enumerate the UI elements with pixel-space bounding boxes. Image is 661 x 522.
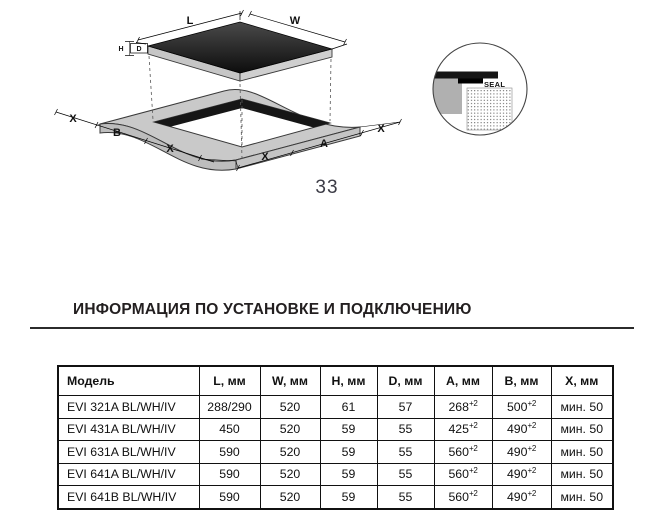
value-cell: 55 [377,486,434,509]
column-header-0: Модель [58,366,199,396]
value-cell: 59 [320,441,377,464]
value-cell: $500^{+2}$ [492,396,551,419]
value-cell: $490^{+2}$ [492,418,551,441]
value-cell: 520 [260,486,320,509]
dim-label-w: W [289,15,301,27]
column-header-6: B, мм [492,366,551,396]
dim-label-d: D [136,46,142,53]
value-cell: $560^{+2}$ [434,441,492,464]
dim-label-a: A [320,138,328,150]
tolerance-superscript: +2 [527,398,537,408]
installation-spec-table [57,365,614,510]
model-cell: EVI 641B BL/WH/IV [58,486,199,509]
value-cell: 520 [260,463,320,486]
value-cell: $490^{+2}$ [492,463,551,486]
dim-label-x-topleft: X [69,113,77,125]
value-cell: 55 [377,441,434,464]
countertop-cutout-surface [100,89,360,170]
value-cell: мин. 50 [551,463,613,486]
value-cell: мин. 50 [551,441,613,464]
model-cell: EVI 431A BL/WH/IV [58,418,199,441]
tolerance-superscript: +2 [527,443,537,453]
model-cell: EVI 321A BL/WH/IV [58,396,199,419]
table-head [58,366,613,396]
tolerance-superscript: +2 [469,443,478,453]
value-cell: 590 [199,486,260,509]
tolerance-superscript: +2 [527,466,537,476]
dim-label-b: B [113,127,121,139]
hob-glass-top [148,22,332,73]
value-cell: 57 [377,396,434,419]
tolerance-superscript: +2 [469,488,478,498]
value-cell: 55 [377,463,434,486]
value-cell: 59 [320,463,377,486]
value-cell: мин. 50 [551,418,613,441]
dim-label-h: H [118,46,124,53]
column-header-5: A, мм [434,366,492,396]
value-cell: 288/290 [199,396,260,419]
value-cell: $490^{+2}$ [492,441,551,464]
value-cell: $560^{+2}$ [434,463,492,486]
tolerance-superscript: +2 [527,488,537,498]
section-title: ИНФОРМАЦИЯ ПО УСТАНОВКЕ И ПОДКЛЮЧЕНИЮ [73,301,472,318]
model-cell: EVI 631A BL/WH/IV [58,441,199,464]
value-cell: 520 [260,418,320,441]
table-row [58,463,613,486]
value-cell: 61 [320,396,377,419]
column-header-3: H, мм [320,366,377,396]
dim-label-l: L [186,15,194,27]
installation-diagram [0,0,661,260]
dim-label-x-bottomleft: X [166,143,174,155]
table-row [58,396,613,419]
tolerance-superscript: +2 [469,466,478,476]
tolerance-superscript: +2 [527,421,537,431]
value-cell: 450 [199,418,260,441]
value-cell: 520 [260,441,320,464]
page-number: 33 [315,177,339,198]
column-header-7: X, мм [551,366,613,396]
table-header-row [58,366,613,396]
column-header-1: L, мм [199,366,260,396]
seal-label: SEAL [484,80,506,89]
value-cell: 59 [320,418,377,441]
model-cell: EVI 641A BL/WH/IV [58,463,199,486]
column-header-2: W, мм [260,366,320,396]
value-cell: $425^{+2}$ [434,418,492,441]
value-cell: $490^{+2}$ [492,486,551,509]
table-row [58,441,613,464]
seal-strip [458,79,483,84]
value-cell: 55 [377,418,434,441]
table-row [58,486,613,509]
dim-label-x-bottom: X [261,151,269,163]
value-cell: мин. 50 [551,396,613,419]
value-cell: 520 [260,396,320,419]
tolerance-superscript: +2 [469,421,478,431]
column-header-4: D, мм [377,366,434,396]
value-cell: $560^{+2}$ [434,486,492,509]
title-divider [30,327,634,329]
value-cell: 590 [199,441,260,464]
value-cell: $268^{+2}$ [434,396,492,419]
hob-unit [148,22,332,81]
value-cell: 59 [320,486,377,509]
tolerance-superscript: +2 [469,398,478,408]
seal-detail-circle [420,43,527,135]
dim-label-x-right: X [377,123,385,135]
worktop-cross-section [467,88,512,130]
table-row [58,418,613,441]
value-cell: мин. 50 [551,486,613,509]
value-cell: 590 [199,463,260,486]
table-body [58,396,613,509]
